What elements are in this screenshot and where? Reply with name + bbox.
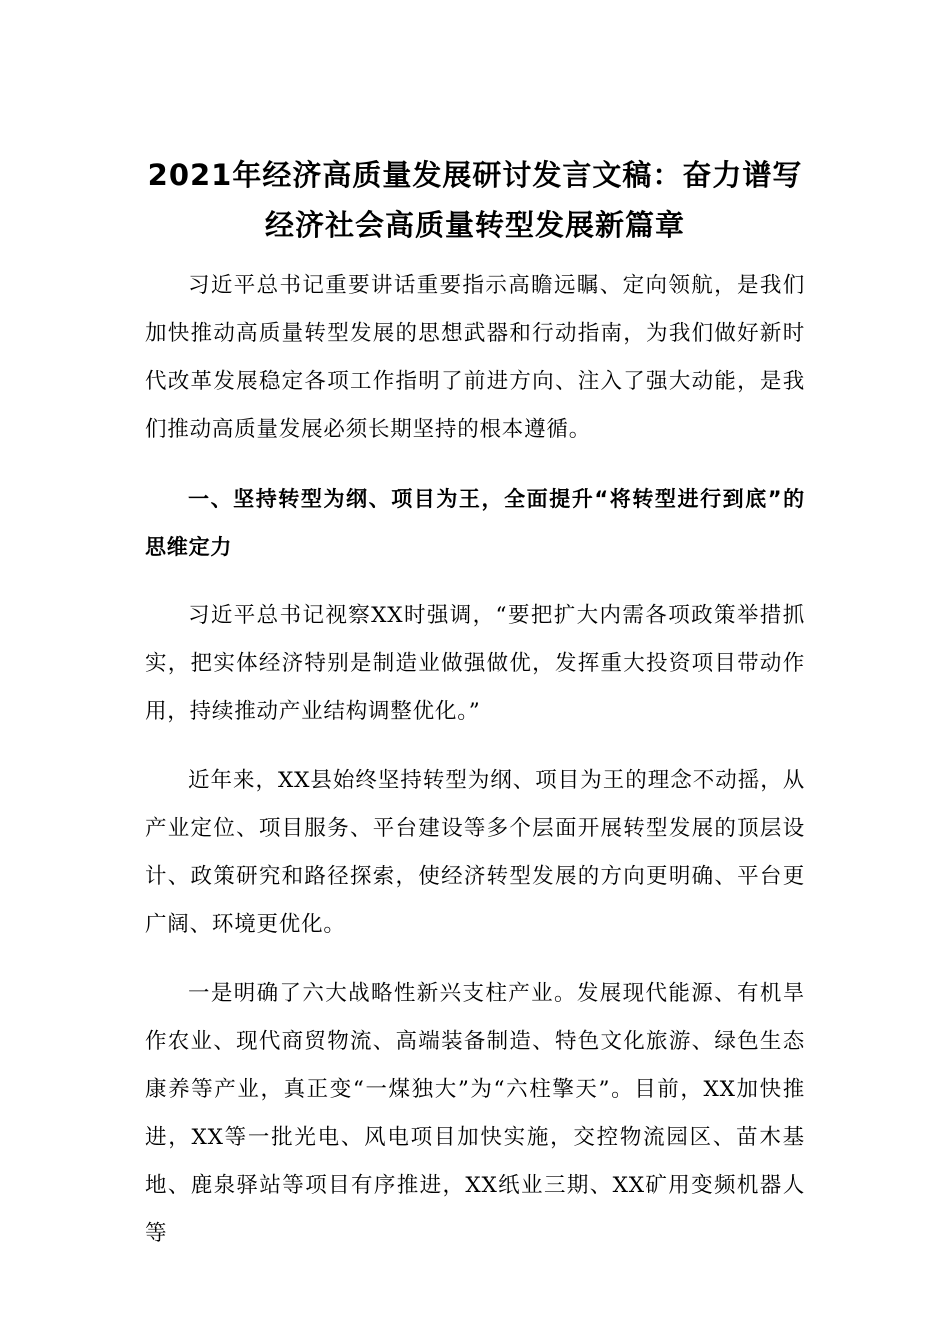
- document-body: [145, 262, 805, 1279]
- paragraph-county-progress: 近年来，XX县始终坚持转型为纲、项目为王的理念不动摇，从产业定位、项目服务、平台建设等多个层面开展转型发展的顶层设计、政策研究和路径探索，使经济转型发展的方向更明确、平台更广阔、环境更优化。: [145, 768, 805, 937]
- paragraph-quote: 习近平总书记视察XX时强调，“要把扩大内需各项政策举措抓实，把实体经济特别是制造业做强做优，发挥重大投资项目带动作用，持续推动产业结构调整优化。”: [145, 603, 805, 724]
- paragraph-intro: 习近平总书记重要讲话重要指示高瞻远瞩、定向领航，是我们加快推动高质量转型发展的思想武器和行动指南，为我们做好新时代改革发展稳定各项工作指明了前进方向、注入了强大动能，是我们推动高质量发展必须长期坚持的根本遵循。: [145, 273, 805, 442]
- document-title: 2021年经济高质量发展研讨发言文稿：奋力谱写经济社会高质量转型发展新篇章: [147, 158, 803, 242]
- section-heading-1: 一、坚持转型为纲、项目为王，全面提升“将转型进行到底”的思维定力: [145, 487, 805, 559]
- paragraph-six-industries: 一是明确了六大战略性新兴支柱产业。发展现代能源、有机旱作农业、现代商贸物流、高端装备制造、特色文化旅游、绿色生态康养等产业，真正变“一煤独大”为“六柱擎天”。目前，XX加快推进，XX等一批光电、风电项目加快实施，交控物流园区、苗木基地、鹿泉驿站等项目有序推进，XX纸业三期、XX矿用变频机器人等: [145, 981, 805, 1246]
